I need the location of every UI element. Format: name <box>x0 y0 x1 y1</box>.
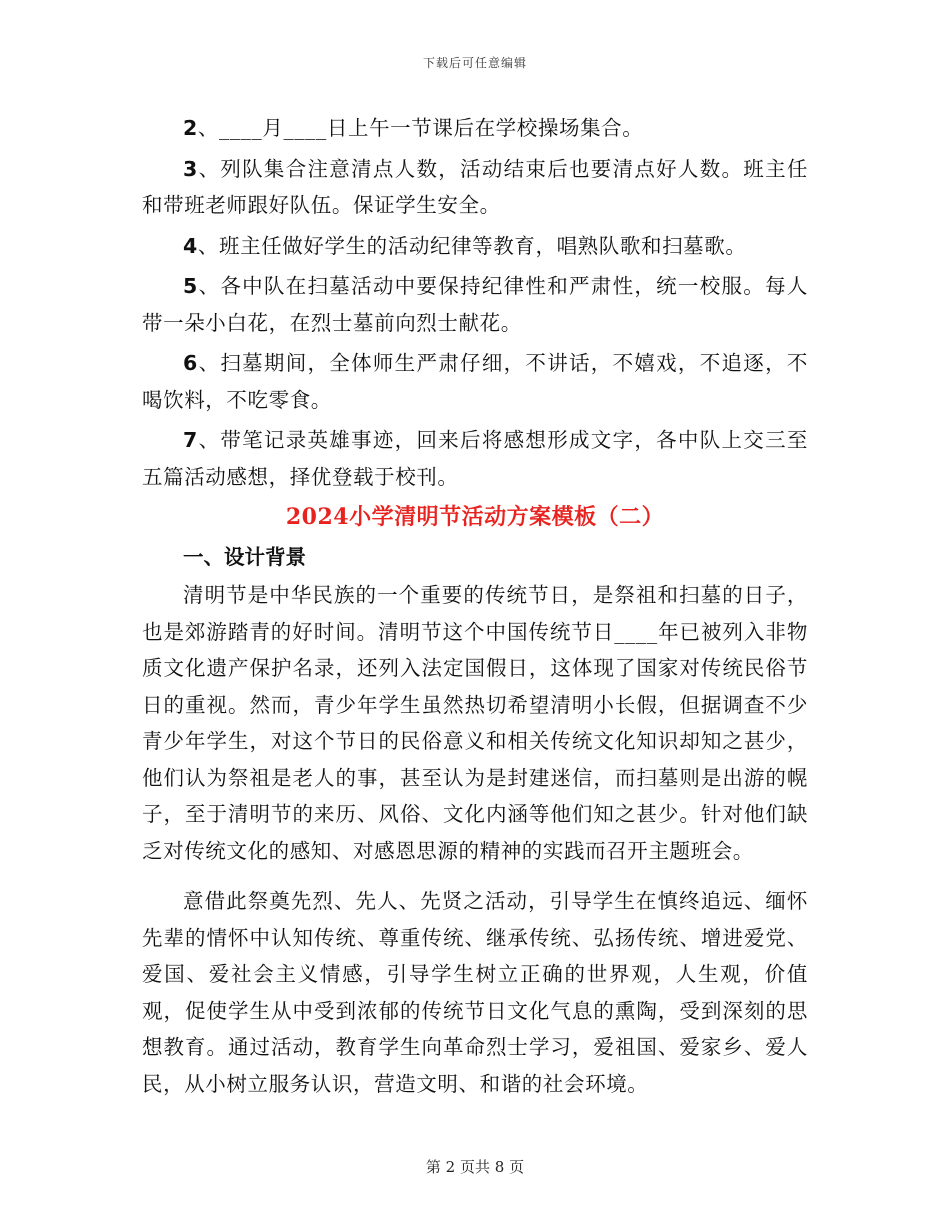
list-item <box>142 151 808 224</box>
document-title: 2024小学清明节活动方案模板（二） <box>285 504 665 530</box>
item-text: 、带笔记录英雄事迹，回来后将感想形成文字，各中队上交三至五篇活动感想，择优登载于校刊。 <box>142 428 808 489</box>
list-item <box>142 345 808 418</box>
section-heading: 一、设计背景 <box>183 545 306 569</box>
item-number: 7 <box>183 428 198 452</box>
body-paragraph: 意借此祭奠先烈、先人、先贤之活动，引导学生在慎终追远、缅怀先辈的情怀中认知传统、尊重传统、继承传统、弘扬传统、增进爱党、爱国、爱社会主义情感，引导学生树立正确的世界观，人生观，价值观，促使学生从中受到浓郁的传统节日文化气息的熏陶，受到深刻的思想教育。通过活动，教育学生向革命烈士学习，爱祖国、爱家乡、爱人民，从小树立服务认识，营造文明、和谐的社会环境。 <box>142 889 808 1096</box>
list-item <box>142 110 808 147</box>
item-text: 、各中队在扫墓活动中要保持纪律性和严肃性，统一校服。每人带一朵小白花，在烈士墓前向烈士献花。 <box>142 274 808 335</box>
item-number: 5 <box>183 274 198 298</box>
list-item <box>142 268 808 341</box>
item-text: 、列队集合注意清点人数，活动结束后也要清点好人数。班主任和带班老师跟好队伍。保证学生安全。 <box>142 156 808 217</box>
page-number: 第 2 页共 8 页 <box>425 1158 525 1176</box>
item-number: 2 <box>183 116 198 140</box>
list-item <box>142 228 808 265</box>
document-content <box>142 110 808 1116</box>
list-item <box>142 422 808 495</box>
item-text: 、扫墓期间，全体师生严肃仔细，不讲话，不嬉戏，不追逐，不喝饮料，不吃零食。 <box>142 351 808 412</box>
item-number: 4 <box>183 233 198 258</box>
header-note: 下载后可任意编辑 <box>422 56 527 70</box>
item-number: 3 <box>183 156 198 181</box>
body-paragraph: 清明节是中华民族的一个重要的传统节日，是祭祖和扫墓的日子，也是郊游踏青的好时间。清明节这个中国传统节日____年已被列入非物质文化遗产保护名录，还列入法定国假日，这体现了国家对传统民俗节日的重视。然而，青少年学生虽然热切希望清明小长假，但据调查不少青少年学生，对这个节日的民俗意义和相关传统文化知识却知之甚少，他们认为祭祖是老人的事，甚至认为是封建迷信，而扫墓则是出游的幌子，至于清明节的来历、风俗、文化内涵等他们知之甚少。针对他们缺乏对传统文化的感知、对感恩思源的精神的实践而召开主题班会。 <box>142 583 808 863</box>
item-number: 6 <box>183 351 198 375</box>
item-text: 、班主任做好学生的活动纪律等教育，唱熟队歌和扫墓歌。 <box>197 233 747 258</box>
item-text: 、____月____日上午一节课后在学校操场集合。 <box>197 116 644 140</box>
